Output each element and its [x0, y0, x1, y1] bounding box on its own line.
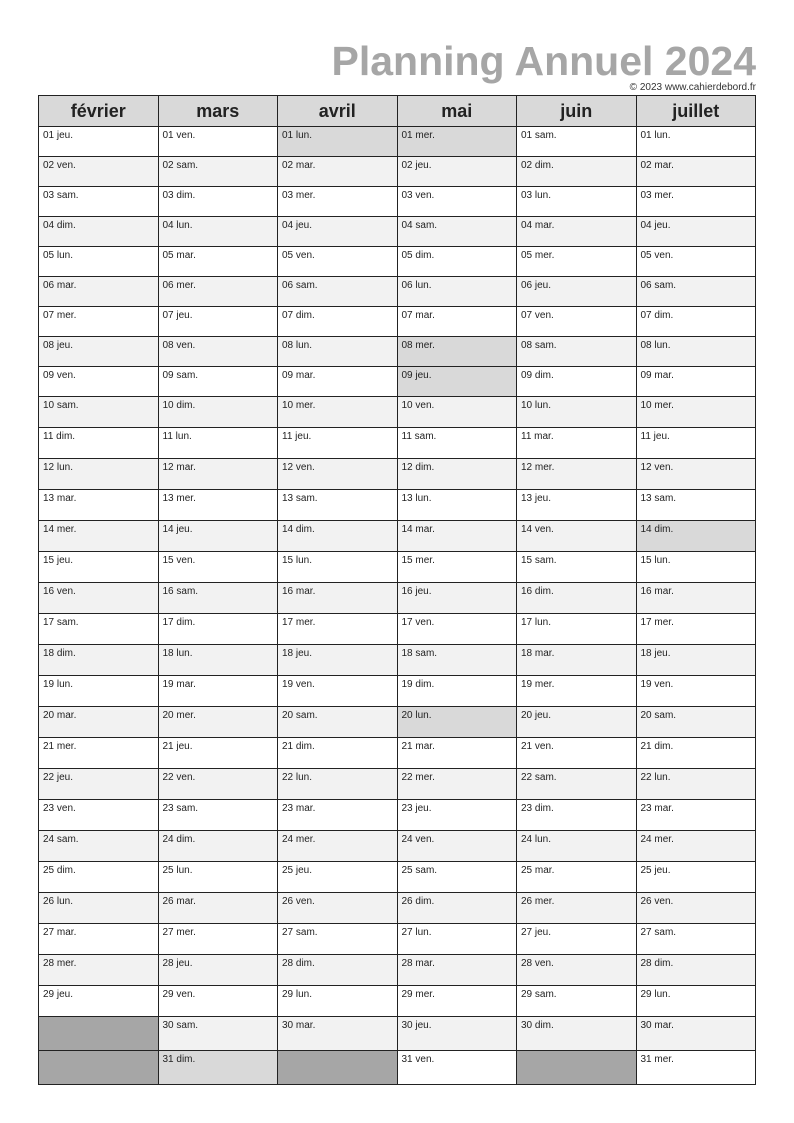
day-cell: 01 mer. — [397, 127, 517, 157]
day-cell: 28 jeu. — [158, 955, 278, 986]
day-cell: 21 jeu. — [158, 738, 278, 769]
day-cell: 05 lun. — [39, 247, 159, 277]
day-cell: 15 sam. — [517, 552, 637, 583]
empty-day-cell — [39, 1017, 159, 1051]
day-cell: 21 mar. — [397, 738, 517, 769]
day-row — [39, 707, 756, 738]
day-row — [39, 1051, 756, 1085]
day-cell: 09 sam. — [158, 367, 278, 397]
day-cell: 10 mer. — [636, 397, 756, 428]
day-cell: 02 sam. — [158, 157, 278, 187]
day-cell: 21 dim. — [636, 738, 756, 769]
day-row — [39, 217, 756, 247]
day-cell: 01 jeu. — [39, 127, 159, 157]
empty-day-cell — [517, 1051, 637, 1085]
day-cell: 14 jeu. — [158, 521, 278, 552]
day-cell: 07 dim. — [278, 307, 398, 337]
day-cell: 19 mar. — [158, 676, 278, 707]
day-cell: 04 jeu. — [278, 217, 398, 247]
day-cell: 12 mer. — [517, 459, 637, 490]
day-cell: 05 mar. — [158, 247, 278, 277]
day-cell: 25 lun. — [158, 862, 278, 893]
day-cell: 03 mer. — [636, 187, 756, 217]
day-cell: 25 jeu. — [278, 862, 398, 893]
day-cell: 06 jeu. — [517, 277, 637, 307]
day-cell: 13 sam. — [278, 490, 398, 521]
day-cell: 29 sam. — [517, 986, 637, 1017]
day-cell: 14 dim. — [278, 521, 398, 552]
day-cell: 26 lun. — [39, 893, 159, 924]
day-cell: 15 mer. — [397, 552, 517, 583]
day-cell: 17 mer. — [278, 614, 398, 645]
day-cell: 22 sam. — [517, 769, 637, 800]
month-header-row — [39, 96, 756, 127]
day-cell: 16 jeu. — [397, 583, 517, 614]
day-cell: 04 sam. — [397, 217, 517, 247]
day-row — [39, 521, 756, 552]
day-cell: 17 mer. — [636, 614, 756, 645]
day-cell: 15 lun. — [278, 552, 398, 583]
day-cell: 02 ven. — [39, 157, 159, 187]
day-cell: 13 jeu. — [517, 490, 637, 521]
day-cell: 21 ven. — [517, 738, 637, 769]
day-cell: 20 lun. — [397, 707, 517, 738]
day-cell: 25 dim. — [39, 862, 159, 893]
day-cell: 20 jeu. — [517, 707, 637, 738]
day-row — [39, 955, 756, 986]
day-cell: 14 ven. — [517, 521, 637, 552]
day-row — [39, 1017, 756, 1051]
day-row — [39, 831, 756, 862]
day-row — [39, 924, 756, 955]
day-cell: 22 jeu. — [39, 769, 159, 800]
day-cell: 28 ven. — [517, 955, 637, 986]
day-row — [39, 307, 756, 337]
day-cell: 18 jeu. — [636, 645, 756, 676]
day-cell: 17 dim. — [158, 614, 278, 645]
day-cell: 23 mar. — [636, 800, 756, 831]
day-row — [39, 862, 756, 893]
day-cell: 10 ven. — [397, 397, 517, 428]
day-cell: 30 jeu. — [397, 1017, 517, 1051]
month-header: juillet — [636, 96, 756, 127]
day-cell: 04 lun. — [158, 217, 278, 247]
day-row — [39, 552, 756, 583]
day-cell: 02 dim. — [517, 157, 637, 187]
day-cell: 30 mar. — [636, 1017, 756, 1051]
day-cell: 23 sam. — [158, 800, 278, 831]
day-cell: 11 mar. — [517, 428, 637, 459]
day-cell: 07 mer. — [39, 307, 159, 337]
day-row — [39, 800, 756, 831]
day-cell: 24 dim. — [158, 831, 278, 862]
day-cell: 19 mer. — [517, 676, 637, 707]
day-cell: 17 sam. — [39, 614, 159, 645]
day-cell: 03 lun. — [517, 187, 637, 217]
day-cell: 11 jeu. — [636, 428, 756, 459]
day-cell: 25 jeu. — [636, 862, 756, 893]
day-cell: 24 mer. — [636, 831, 756, 862]
day-row — [39, 337, 756, 367]
day-cell: 20 mer. — [158, 707, 278, 738]
day-cell: 13 lun. — [397, 490, 517, 521]
day-cell: 09 mar. — [278, 367, 398, 397]
day-cell: 01 ven. — [158, 127, 278, 157]
day-cell: 14 mer. — [39, 521, 159, 552]
day-row — [39, 428, 756, 459]
day-cell: 12 lun. — [39, 459, 159, 490]
day-cell: 02 mar. — [636, 157, 756, 187]
day-cell: 18 lun. — [158, 645, 278, 676]
day-cell: 30 dim. — [517, 1017, 637, 1051]
day-cell: 31 ven. — [397, 1051, 517, 1085]
month-header: mai — [397, 96, 517, 127]
day-cell: 12 ven. — [278, 459, 398, 490]
day-cell: 10 dim. — [158, 397, 278, 428]
day-cell: 24 lun. — [517, 831, 637, 862]
day-cell: 06 sam. — [278, 277, 398, 307]
day-cell: 15 lun. — [636, 552, 756, 583]
day-cell: 08 sam. — [517, 337, 637, 367]
day-row — [39, 490, 756, 521]
day-cell: 23 mar. — [278, 800, 398, 831]
day-row — [39, 676, 756, 707]
day-cell: 22 lun. — [278, 769, 398, 800]
month-header: avril — [278, 96, 398, 127]
day-cell: 29 mer. — [397, 986, 517, 1017]
month-header: mars — [158, 96, 278, 127]
day-cell: 05 dim. — [397, 247, 517, 277]
day-cell: 01 sam. — [517, 127, 637, 157]
day-cell: 04 dim. — [39, 217, 159, 247]
day-cell: 05 ven. — [636, 247, 756, 277]
day-cell: 24 mer. — [278, 831, 398, 862]
day-cell: 27 jeu. — [517, 924, 637, 955]
day-cell: 08 lun. — [636, 337, 756, 367]
day-cell: 07 dim. — [636, 307, 756, 337]
month-header: février — [39, 96, 159, 127]
day-row — [39, 769, 756, 800]
day-cell: 20 sam. — [278, 707, 398, 738]
day-cell: 26 mar. — [158, 893, 278, 924]
day-cell: 29 lun. — [636, 986, 756, 1017]
day-cell: 12 ven. — [636, 459, 756, 490]
day-cell: 19 ven. — [278, 676, 398, 707]
day-row — [39, 986, 756, 1017]
day-cell: 16 dim. — [517, 583, 637, 614]
day-cell: 07 ven. — [517, 307, 637, 337]
day-cell: 26 ven. — [278, 893, 398, 924]
day-cell: 28 mer. — [39, 955, 159, 986]
day-cell: 27 lun. — [397, 924, 517, 955]
day-cell: 21 dim. — [278, 738, 398, 769]
day-cell: 21 mer. — [39, 738, 159, 769]
day-cell: 28 dim. — [636, 955, 756, 986]
day-cell: 18 dim. — [39, 645, 159, 676]
day-row — [39, 367, 756, 397]
day-cell: 26 dim. — [397, 893, 517, 924]
day-cell: 26 ven. — [636, 893, 756, 924]
day-cell: 23 jeu. — [397, 800, 517, 831]
day-cell: 01 lun. — [636, 127, 756, 157]
day-cell: 15 jeu. — [39, 552, 159, 583]
day-row — [39, 397, 756, 428]
page-title: Planning Annuel 2024 — [331, 38, 756, 84]
day-cell: 20 mar. — [39, 707, 159, 738]
day-cell: 03 ven. — [397, 187, 517, 217]
day-row — [39, 247, 756, 277]
day-cell: 05 ven. — [278, 247, 398, 277]
day-cell: 27 sam. — [278, 924, 398, 955]
calendar-body — [39, 127, 756, 1085]
day-cell: 19 dim. — [397, 676, 517, 707]
copyright-notice: © 2023 www.cahierdebord.fr — [629, 82, 756, 93]
day-row — [39, 157, 756, 187]
day-cell: 04 jeu. — [636, 217, 756, 247]
day-cell: 08 ven. — [158, 337, 278, 367]
day-cell: 24 ven. — [397, 831, 517, 862]
day-cell: 18 sam. — [397, 645, 517, 676]
day-cell: 09 mar. — [636, 367, 756, 397]
day-row — [39, 187, 756, 217]
day-cell: 11 jeu. — [278, 428, 398, 459]
day-cell: 06 sam. — [636, 277, 756, 307]
day-cell: 13 mar. — [39, 490, 159, 521]
day-cell: 16 sam. — [158, 583, 278, 614]
day-cell: 19 ven. — [636, 676, 756, 707]
day-cell: 08 lun. — [278, 337, 398, 367]
day-cell: 01 lun. — [278, 127, 398, 157]
day-cell: 15 ven. — [158, 552, 278, 583]
day-cell: 28 mar. — [397, 955, 517, 986]
day-cell: 08 mer. — [397, 337, 517, 367]
day-cell: 06 lun. — [397, 277, 517, 307]
day-cell: 10 mer. — [278, 397, 398, 428]
empty-day-cell — [278, 1051, 398, 1085]
day-cell: 28 dim. — [278, 955, 398, 986]
day-cell: 06 mer. — [158, 277, 278, 307]
day-cell: 13 sam. — [636, 490, 756, 521]
day-cell: 22 lun. — [636, 769, 756, 800]
day-cell: 23 ven. — [39, 800, 159, 831]
day-cell: 17 ven. — [397, 614, 517, 645]
day-cell: 31 dim. — [158, 1051, 278, 1085]
day-row — [39, 459, 756, 490]
day-cell: 07 jeu. — [158, 307, 278, 337]
day-cell: 05 mer. — [517, 247, 637, 277]
day-cell: 18 mar. — [517, 645, 637, 676]
day-cell: 02 mar. — [278, 157, 398, 187]
day-cell: 09 ven. — [39, 367, 159, 397]
day-cell: 27 mer. — [158, 924, 278, 955]
day-cell: 16 ven. — [39, 583, 159, 614]
day-cell: 04 mar. — [517, 217, 637, 247]
day-cell: 25 mar. — [517, 862, 637, 893]
day-cell: 29 lun. — [278, 986, 398, 1017]
day-cell: 23 dim. — [517, 800, 637, 831]
day-cell: 14 mar. — [397, 521, 517, 552]
day-cell: 10 sam. — [39, 397, 159, 428]
day-cell: 03 mer. — [278, 187, 398, 217]
day-cell: 20 sam. — [636, 707, 756, 738]
day-cell: 11 dim. — [39, 428, 159, 459]
day-cell: 16 mar. — [278, 583, 398, 614]
day-cell: 24 sam. — [39, 831, 159, 862]
day-cell: 09 dim. — [517, 367, 637, 397]
day-row — [39, 583, 756, 614]
day-cell: 17 lun. — [517, 614, 637, 645]
day-row — [39, 127, 756, 157]
day-cell: 14 dim. — [636, 521, 756, 552]
day-cell: 06 mar. — [39, 277, 159, 307]
day-cell: 13 mer. — [158, 490, 278, 521]
day-cell: 29 jeu. — [39, 986, 159, 1017]
day-row — [39, 645, 756, 676]
day-cell: 19 lun. — [39, 676, 159, 707]
day-cell: 31 mer. — [636, 1051, 756, 1085]
day-cell: 22 ven. — [158, 769, 278, 800]
day-row — [39, 893, 756, 924]
day-cell: 09 jeu. — [397, 367, 517, 397]
day-cell: 07 mar. — [397, 307, 517, 337]
day-cell: 11 sam. — [397, 428, 517, 459]
day-cell: 29 ven. — [158, 986, 278, 1017]
day-cell: 30 mar. — [278, 1017, 398, 1051]
annual-planning-table — [38, 95, 756, 1085]
day-cell: 18 jeu. — [278, 645, 398, 676]
day-cell: 12 dim. — [397, 459, 517, 490]
day-row — [39, 738, 756, 769]
day-cell: 12 mar. — [158, 459, 278, 490]
day-row — [39, 277, 756, 307]
day-cell: 22 mer. — [397, 769, 517, 800]
day-cell: 02 jeu. — [397, 157, 517, 187]
day-cell: 03 sam. — [39, 187, 159, 217]
day-cell: 26 mer. — [517, 893, 637, 924]
day-row — [39, 614, 756, 645]
day-cell: 10 lun. — [517, 397, 637, 428]
month-header: juin — [517, 96, 637, 127]
day-cell: 03 dim. — [158, 187, 278, 217]
day-cell: 27 mar. — [39, 924, 159, 955]
day-cell: 27 sam. — [636, 924, 756, 955]
empty-day-cell — [39, 1051, 159, 1085]
day-cell: 11 lun. — [158, 428, 278, 459]
day-cell: 25 sam. — [397, 862, 517, 893]
day-cell: 08 jeu. — [39, 337, 159, 367]
day-cell: 30 sam. — [158, 1017, 278, 1051]
day-cell: 16 mar. — [636, 583, 756, 614]
